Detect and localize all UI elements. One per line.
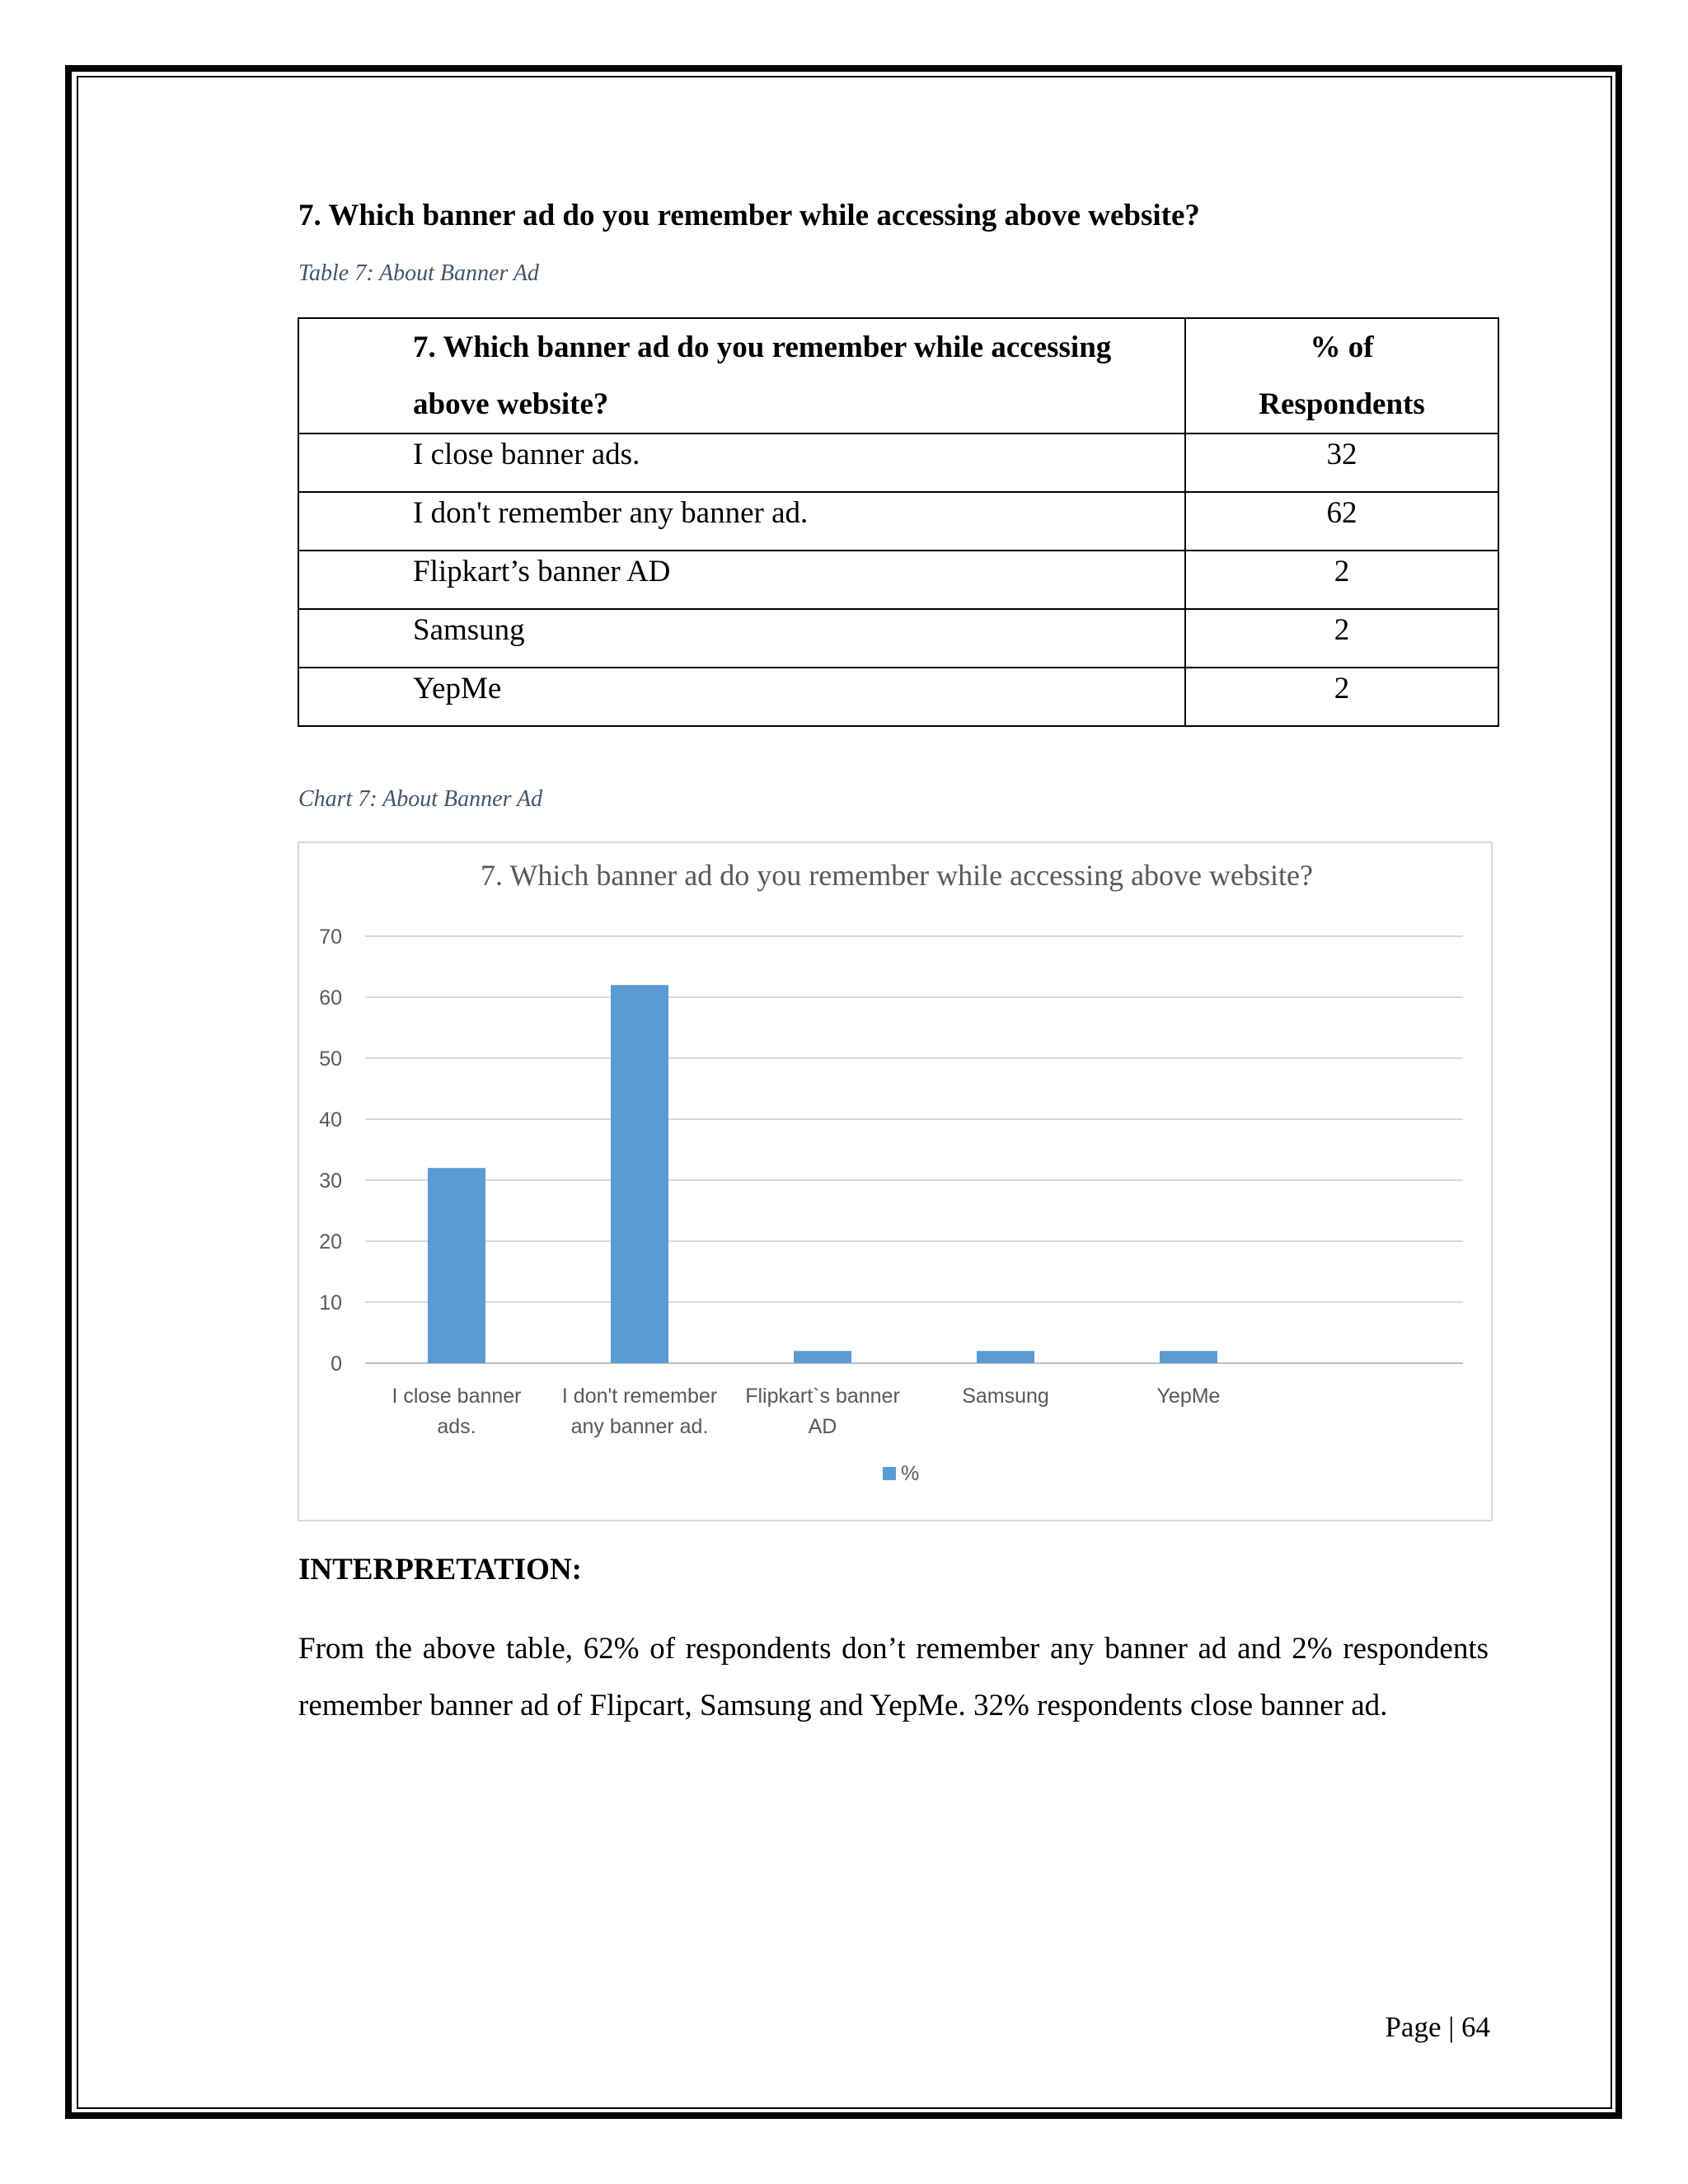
responses-table — [298, 317, 1499, 727]
table-caption: Table 7: About Banner Ad — [298, 260, 539, 286]
x-tick-label: ads. — [437, 1415, 476, 1438]
interpretation-title: INTERPRETATION: — [298, 1553, 583, 1586]
row-label: I don't remember any banner ad. — [298, 492, 1185, 551]
header-percent-line1: % of — [1310, 330, 1374, 364]
x-tick-label: I close banner — [392, 1385, 522, 1408]
row-value: 2 — [1185, 668, 1498, 726]
row-value: 62 — [1185, 492, 1498, 551]
legend-swatch — [883, 1467, 896, 1480]
x-tick-label: Samsung — [962, 1385, 1049, 1408]
header-question-cell — [298, 318, 1185, 434]
table-row — [298, 434, 1498, 492]
chart-title: 7. Which banner ad do you remember while accessing above website? — [481, 859, 1313, 892]
bar — [1160, 1351, 1217, 1363]
x-tick-label: YepMe — [1156, 1385, 1221, 1408]
y-tick-label: 20 — [319, 1230, 342, 1254]
page-number: Page | 64 — [1385, 2011, 1490, 2043]
header-question-line2: above website? — [413, 387, 609, 421]
header-percent-line2: Respondents — [1259, 387, 1425, 421]
table-row — [298, 609, 1498, 668]
y-tick-label: 30 — [319, 1169, 342, 1193]
bar-chart — [298, 841, 1493, 1521]
header-percent-cell — [1185, 318, 1498, 434]
bar — [428, 1168, 485, 1363]
row-label: Flipkart’s banner AD — [298, 551, 1185, 609]
row-label: Samsung — [298, 609, 1185, 668]
header-question-line1: 7. Which banner ad do you remember while accessing — [413, 330, 1112, 364]
x-tick-label: I don't remember — [561, 1385, 718, 1408]
y-tick-label: 10 — [319, 1291, 342, 1315]
row-value: 2 — [1185, 551, 1498, 609]
x-tick-label: AD — [808, 1415, 837, 1438]
x-tick-label: any banner ad. — [570, 1415, 709, 1438]
question-heading: 7. Which banner ad do you remember while accessing above website? — [298, 199, 1200, 232]
bar — [794, 1351, 851, 1363]
x-tick-label: Flipkart`s banner — [745, 1385, 900, 1408]
legend-label: % — [901, 1462, 920, 1485]
chart-caption: Chart 7: About Banner Ad — [298, 786, 543, 812]
table-row — [298, 492, 1498, 551]
table-row — [298, 668, 1498, 726]
bar — [977, 1351, 1034, 1363]
table-row — [298, 551, 1498, 609]
y-tick-label: 40 — [319, 1108, 342, 1132]
row-label: I close banner ads. — [298, 434, 1185, 492]
table-header-row — [298, 318, 1498, 434]
row-value: 2 — [1185, 609, 1498, 668]
y-tick-label: 50 — [319, 1047, 342, 1071]
bar — [611, 985, 668, 1363]
chart-svg — [299, 843, 1494, 1523]
interpretation-text: From the above table, 62% of respondents don’t remember any banner ad and 2% respondents remember banner ad of Flipcart, Samsung and YepMe. 32% respondents close banner ad. — [298, 1632, 1489, 1722]
row-value: 32 — [1185, 434, 1498, 492]
y-tick-label: 0 — [331, 1352, 342, 1376]
y-tick-label: 70 — [319, 926, 342, 949]
y-tick-label: 60 — [319, 987, 342, 1010]
row-label: YepMe — [298, 668, 1185, 726]
